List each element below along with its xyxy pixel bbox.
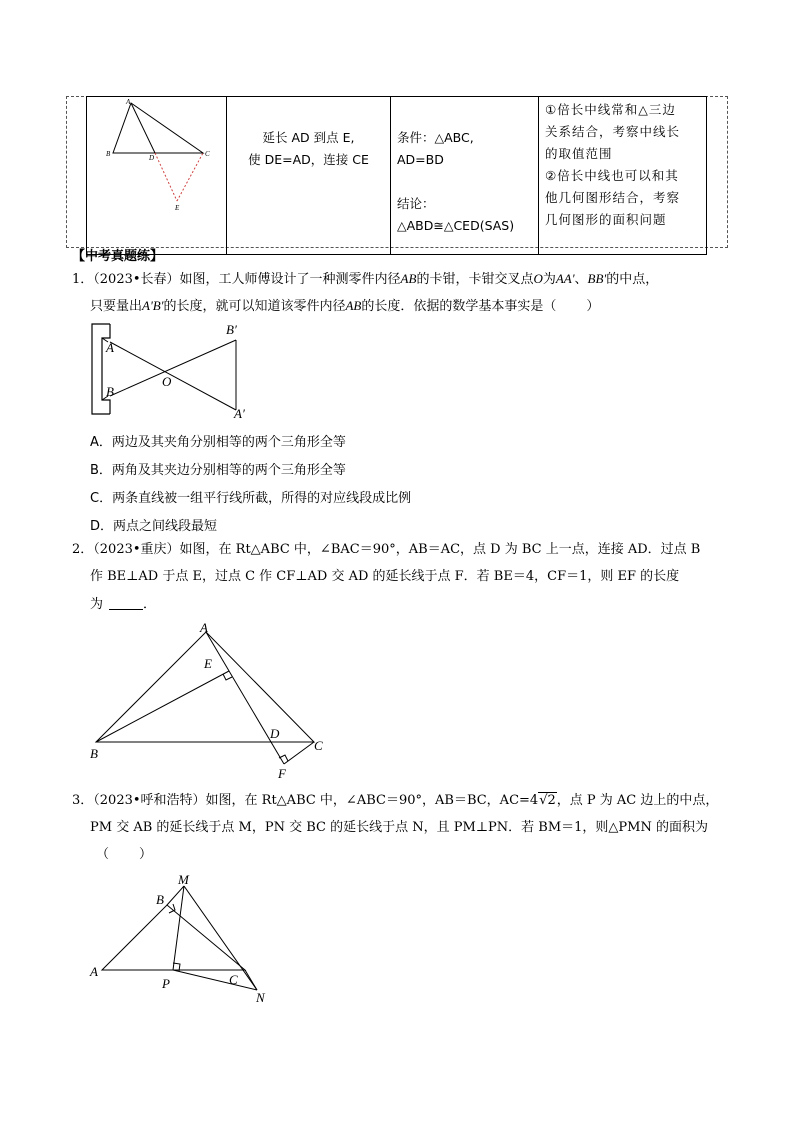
q1-fig-label-b: B: [106, 384, 114, 399]
fig0-label-a: A: [126, 98, 131, 106]
q3-fig-label-a: A: [90, 964, 98, 979]
q1-text-e: 只要量出: [90, 299, 143, 314]
summary-notes-cell: [539, 97, 707, 255]
q2-fig-label-b: B: [90, 746, 98, 761]
summary-table: [86, 96, 707, 255]
q3-number: 3．: [72, 793, 94, 808]
q2-fig-label-c: C: [314, 738, 323, 753]
q1-text-g: 的长度．依据的数学基本事实是（: [361, 299, 557, 314]
q1-option-a: A．两边及其夹角分别相等的两个三角形全等: [90, 435, 346, 450]
q1-option-c: C．两条直线被一组平行线所截，所得的对应线段成比例: [90, 491, 412, 506]
q2-line-2: 作 BE⊥AD 于点 E，过点 C 作 CF⊥AD 交 AD 的延长线于点 F．若 BE＝4，CF＝1，则 EF 的长度: [90, 569, 680, 584]
q3-fig-label-n: N: [256, 990, 265, 1005]
q1-text-c: 为: [542, 272, 556, 287]
q3-fig-label-p: P: [162, 976, 170, 991]
q1-caliper-figure: [84, 318, 274, 422]
q3-fig-label-c: C: [229, 972, 238, 987]
summary-condition-cell: [391, 97, 539, 255]
q3-close-paren: ）: [139, 847, 153, 862]
q2-text-3: 为: [90, 597, 104, 612]
q1-fig-label-o: O: [162, 374, 172, 389]
q1-text-d: 的中点，: [606, 272, 659, 287]
q3-open-paren: （: [96, 847, 110, 862]
q3-text-1: （2023•呼和浩特）如图，在 Rt△ABC 中，∠ABC＝90°，AB＝BC，AC=4: [93, 793, 539, 808]
q3-triangle-figure: [86, 868, 286, 1008]
q1-var-o: O: [533, 271, 543, 286]
q1-var-aa: AA': [555, 271, 575, 286]
q1-fig-label-a-prime: A′: [234, 406, 245, 421]
fig0-label-e: E: [175, 204, 180, 212]
conclusion-line-1: 结论：: [397, 196, 435, 211]
q3-fig-label-b: B: [156, 892, 164, 907]
q1-option-b: B．两角及其夹边分别相等的两个三角形全等: [90, 463, 346, 478]
q1-var-ab3: AB: [345, 298, 362, 313]
q2-fig-label-f: F: [278, 766, 286, 780]
section-title: 【中考真题练】: [72, 249, 164, 264]
method-line-2: 使 DE=AD，连接 CE: [248, 152, 369, 167]
note-line-1: ①倍长中线常和△三边: [545, 102, 676, 117]
q2-fig-label-d: D: [270, 726, 280, 741]
q2-number: 2．: [72, 542, 94, 557]
q1-text-b: 的卡钳，卡钳交叉点: [416, 272, 534, 287]
note-line-2: 关系结合，考察中线长: [545, 124, 681, 139]
note-line-4: ②倍长中线也可以和其: [545, 168, 679, 183]
q2-text-3-end: ．: [143, 597, 157, 612]
q1-var-ab: AB: [400, 271, 417, 286]
q1-text-a: （2023•长春）如图，工人师傅设计了一种测零件内径: [93, 272, 401, 287]
q1-option-d: D．两点之间线段最短: [90, 519, 218, 534]
q2-fig-label-a: A: [200, 620, 208, 635]
condition-line-2: AD=BD: [397, 152, 444, 167]
q1-var-bb: BB': [587, 271, 607, 286]
conclusion-line-2: △ABD≅△CED(SAS): [397, 218, 515, 233]
q3-sqrt-value: 2: [547, 793, 556, 808]
q1-close-paren: ）: [586, 299, 600, 314]
q3-line-3: [96, 845, 152, 865]
q2-line-1: [72, 540, 700, 560]
q1-text-sep: 、: [574, 272, 588, 287]
method-line-1: 延长 AD 到点 E,: [262, 130, 355, 145]
q3-text-1-end: ，点 P 为 AC 边上的中点，: [556, 793, 719, 808]
condition-line-1: 条件：△ABC,: [397, 130, 474, 145]
q1-text-f: 的长度，就可以知道该零件内径: [163, 299, 346, 314]
fig0-label-c: C: [205, 150, 210, 158]
q3-line-1: 3．（2023•呼和浩特）如图，在 Rt△ABC 中，∠ABC＝90°，AB＝BC，AC=4√2，点 P 为 AC 边上的中点，: [72, 793, 719, 808]
q2-triangle-figure: [86, 618, 336, 780]
summary-method-cell: [227, 97, 391, 255]
note-line-6: 几何图形的面积问题: [545, 212, 667, 227]
q1-number: 1．: [72, 272, 94, 287]
fig0-label-b: B: [106, 150, 111, 158]
q1-fig-label-a: A: [106, 340, 114, 355]
q2-answer-blank[interactable]: [109, 609, 143, 610]
q3-fig-label-m: M: [178, 872, 189, 887]
q2-text-1: （2023•重庆）如图，在 Rt△ABC 中，∠BAC＝90°，AB＝AC，点 D 为 BC 上一点，连接 AD．过点 B: [93, 542, 701, 557]
median-extension-figure: [87, 97, 225, 247]
q1-var-ab2: A'B': [142, 298, 164, 313]
note-line-3: 的取值范围: [545, 146, 613, 161]
q3-line-2: PM 交 AB 的延长线于点 M，PN 交 BC 的延长线于点 N，且 PM⊥PN．若 BM＝1，则△PMN 的面积为: [90, 820, 708, 835]
q1-line-1: [72, 269, 658, 290]
q2-line-3: [90, 595, 156, 615]
fig0-label-d: D: [149, 154, 155, 162]
q1-fig-label-b-prime: B′: [226, 322, 237, 337]
q1-line-2: [90, 296, 599, 317]
summary-figure-cell: [87, 97, 227, 255]
q2-fig-label-e: E: [204, 656, 212, 671]
note-line-5: 他几何图形结合，考察: [545, 190, 681, 205]
